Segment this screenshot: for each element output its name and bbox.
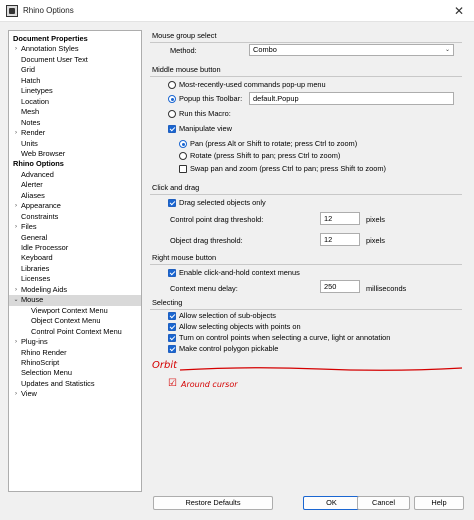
tree-item-label: Viewport Context Menu [31,305,108,315]
tree-item[interactable] [9,253,141,264]
chevron-right-icon[interactable]: › [15,391,17,398]
tree-item-label: Mesh [21,107,40,117]
divider [150,264,462,265]
tree-item[interactable] [9,149,141,160]
tree-item-label: Mouse [21,295,44,305]
tree-item-label: General [21,232,48,242]
divider [150,42,462,43]
run-macro-label: Run this Macro: [179,109,231,118]
click-hold-label: Enable click-and-hold context menus [179,268,300,277]
rotate-radio[interactable] [179,152,187,160]
tree-item-label: Modeling Aids [21,284,68,294]
sub-objects-label: Allow selection of sub-objects [179,311,276,320]
manipulate-view-checkbox[interactable] [168,125,176,133]
tree-item-label: Control Point Context Menu [31,326,122,336]
tree-item[interactable] [9,118,141,129]
divider [150,194,462,195]
tree-item-label: Annotation Styles [21,44,79,54]
close-icon[interactable]: ✕ [453,4,465,18]
tree-item[interactable] [9,358,141,369]
tree-item[interactable] [9,34,141,45]
menu-delay-value: 250 [324,282,337,291]
annotation-check-icon: ☑ [168,378,177,389]
tree-item[interactable] [9,128,141,139]
tree-item-label: Appearance [21,201,61,211]
orbit-annotation: Orbit [152,360,178,371]
tree-item[interactable] [9,180,141,191]
tree-item[interactable] [9,389,141,400]
tree-item[interactable] [9,222,141,233]
cp-threshold-value: 12 [324,214,333,223]
obj-threshold-value: 12 [324,235,333,244]
tree-item-label: Location [21,96,49,106]
tree-item[interactable] [9,285,141,296]
window-title: Rhino Options [23,6,74,15]
tree-item[interactable] [9,306,141,317]
chevron-right-icon[interactable]: › [15,224,17,231]
tree-item-label: Rhino Render [21,347,67,357]
tree-item[interactable] [9,379,141,390]
tree-item-label: Alerter [21,180,43,190]
rotate-label: Rotate (press Shift to pan; press Ctrl to zoom) [190,151,341,160]
menu-delay-unit: milliseconds [366,284,407,293]
tree-item[interactable] [9,201,141,212]
tree-item[interactable] [9,65,141,76]
turn-on-cp-label: Turn on control points when selecting a curve, light or annotation [179,333,391,342]
tree-item[interactable] [9,107,141,118]
polygon-pickable-label: Make control polygon pickable [179,344,279,353]
tree-item-label: Constraints [21,211,59,221]
around-cursor-annotation: Around cursor [181,380,238,389]
tree-item-label: Keyboard [21,253,53,263]
divider [150,309,462,310]
tree-item-label: Document User Text [21,54,88,64]
ok-button[interactable]: OK [303,496,360,510]
selecting-header: Selecting [152,298,183,307]
cp-threshold-label: Control point drag threshold: [170,215,264,224]
tree-item[interactable] [9,76,141,87]
click-drag-header: Click and drag [152,183,200,192]
tree-item-label: Grid [21,65,35,75]
swap-pan-zoom-label: Swap pan and zoom (press Ctrl to pan; press Shift to zoom) [190,164,386,173]
tree-item-label: View [21,389,37,399]
chevron-right-icon[interactable]: › [15,46,17,53]
method-label: Method: [170,46,197,55]
tree-item-label: Files [21,222,37,232]
tree-item-label: Libraries [21,263,50,273]
right-button-header: Right mouse button [152,253,217,262]
tree-item[interactable] [9,44,141,55]
tree-item-label: Web Browser [21,148,66,158]
tree-item-label: Rhino Options [13,159,64,169]
rhino-app-icon [6,5,18,17]
pan-radio[interactable] [179,140,187,148]
tree-item[interactable] [9,233,141,244]
turn-on-cp-checkbox[interactable] [168,334,176,342]
tree-item-label: Render [21,128,46,138]
tree-item-label: Selection Menu [21,368,72,378]
title-bar [0,0,474,22]
chevron-right-icon[interactable]: › [15,339,17,346]
tree-item-label: Units [21,138,38,148]
cp-threshold-input[interactable] [320,212,360,225]
menu-delay-input[interactable] [320,280,360,293]
help-button[interactable]: Help [414,496,464,510]
tree-item-label: Licenses [21,274,51,284]
pan-label: Pan (press Alt or Shift to rotate; press Ctrl to zoom) [190,139,358,148]
tree-item[interactable] [9,243,141,254]
tree-item[interactable] [9,55,141,66]
chevron-right-icon[interactable]: › [15,130,17,137]
tree-item-label: Notes [21,117,41,127]
obj-threshold-input[interactable] [320,233,360,246]
swap-pan-zoom-checkbox[interactable] [179,165,187,173]
obj-threshold-unit: pixels [366,236,385,245]
points-on-label: Allow selecting objects with points on [179,322,301,331]
tree-item[interactable] [9,264,141,275]
drag-selected-only-checkbox[interactable] [168,199,176,207]
tree-item[interactable] [9,327,141,338]
tree-item[interactable] [9,316,141,327]
manipulate-view-label: Manipulate view [179,124,232,133]
tree-item[interactable] [9,97,141,108]
tree-item-label: RhinoScript [21,357,60,367]
middle-button-header: Middle mouse button [152,65,221,74]
method-select[interactable] [249,44,454,56]
tree-item[interactable] [9,139,141,150]
tree-item[interactable] [9,337,141,348]
tree-item-label: Aliases [21,190,45,200]
chevron-right-icon[interactable]: › [15,286,17,293]
tree-item-label: Updates and Statistics [21,378,95,388]
cp-threshold-unit: pixels [366,215,385,224]
chevron-down-icon[interactable]: ⌄ [13,297,19,304]
drag-selected-only-label: Drag selected objects only [179,198,266,207]
mouse-group-header: Mouse group select [152,31,217,40]
divider [150,76,462,77]
chevron-right-icon[interactable]: › [15,203,17,210]
tree-item-label: Advanced [21,169,54,179]
popup-toolbar-label: Popup this Toolbar: [179,94,243,103]
restore-defaults-button[interactable]: Restore Defaults [153,496,273,510]
menu-delay-label: Context menu delay: [170,284,238,293]
tree-item[interactable] [9,191,141,202]
tree-item-label: Plug-ins [21,337,48,347]
cancel-button[interactable]: Cancel [357,496,410,510]
tree-item[interactable] [9,170,141,181]
tree-item-label: Document Properties [13,34,88,43]
tree-item[interactable] [9,295,141,306]
tree-item[interactable] [9,86,141,97]
tree-item[interactable] [9,159,141,170]
recent-commands-radio[interactable] [168,81,176,89]
tree-item-label: Linetypes [21,86,53,96]
run-macro-radio[interactable] [168,110,176,118]
sub-objects-checkbox[interactable] [168,312,176,320]
recent-commands-label: Most-recently-used commands pop-up menu [179,80,326,89]
options-tree[interactable] [8,30,142,492]
points-on-checkbox[interactable] [168,323,176,331]
method-value: Combo [253,45,277,54]
popup-toolbar-input[interactable] [249,92,454,105]
obj-threshold-label: Object drag threshold: [170,236,243,245]
mouse-settings-panel [150,30,464,492]
popup-toolbar-radio[interactable] [168,95,176,103]
tree-item[interactable] [9,274,141,285]
chevron-down-icon: ⌄ [444,47,450,53]
tree-item[interactable] [9,368,141,379]
click-hold-checkbox[interactable] [168,269,176,277]
tree-item-label: Idle Processor [21,243,69,252]
tree-item-label: Object Context Menu [31,316,101,326]
tree-item[interactable] [9,348,141,359]
tree-item-label: Hatch [21,75,41,85]
popup-toolbar-value: default.Popup [253,94,299,103]
polygon-pickable-checkbox[interactable] [168,345,176,353]
tree-item[interactable] [9,212,141,223]
annotation-underline [180,364,462,374]
